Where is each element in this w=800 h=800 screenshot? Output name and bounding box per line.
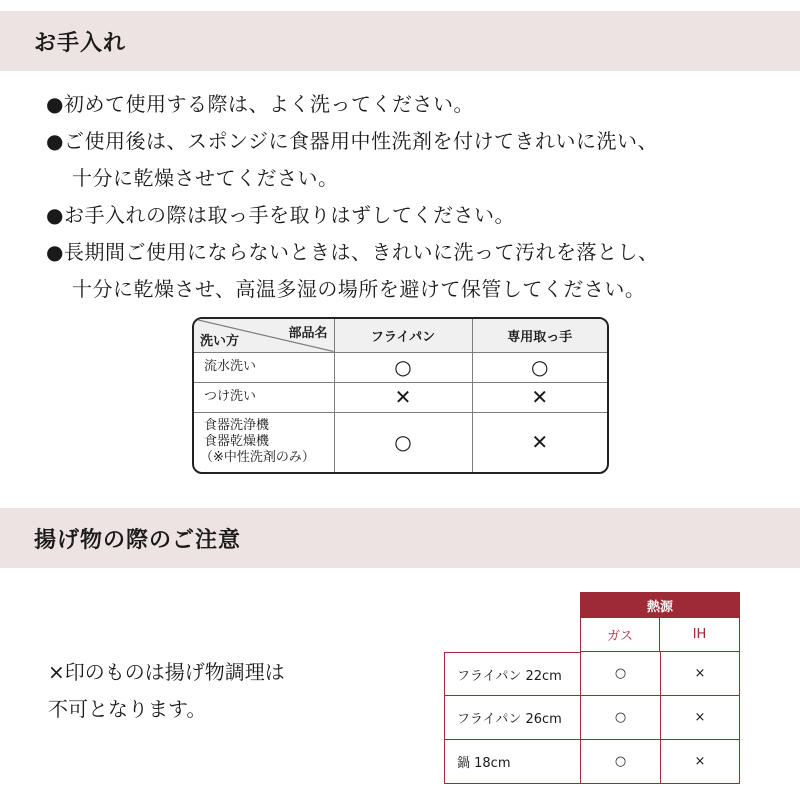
washing-method-table xyxy=(192,317,609,474)
care-line: ●長期間ご使用にならないときは、きれいに洗って汚れを落とし、 xyxy=(46,240,659,264)
corner-part-name: 部品名 xyxy=(288,326,328,341)
row-label: 流水洗い xyxy=(194,352,334,382)
mark-cell: ○ xyxy=(334,412,472,472)
corner-wash-method: 洗い方 xyxy=(200,333,240,349)
care-title: お手入れ xyxy=(34,30,127,56)
row-label: フライパン 26cm xyxy=(444,696,580,740)
care-line: 十分に乾燥させてください。 xyxy=(72,166,339,190)
frying-title: 揚げ物の際のご注意 xyxy=(34,527,242,553)
mark-cell: ✕ xyxy=(472,382,607,412)
row-label xyxy=(194,412,334,472)
frying-note xyxy=(48,654,285,728)
care-line: ●ご使用後は、スポンジに食器用中性洗剤を付けてきれいに洗い、 xyxy=(46,129,658,153)
mark-cell: ✕ xyxy=(334,382,472,412)
mark-cell: × xyxy=(660,740,740,784)
column-header-gas: ガス xyxy=(580,618,660,652)
row-label: フライパン 22cm xyxy=(444,652,580,696)
mark-cell: ✕ xyxy=(472,412,607,472)
care-line: 十分に乾燥させ、高温多湿の場所を避けて保管してください。 xyxy=(72,277,646,301)
mark-cell: × xyxy=(660,696,740,740)
mark-cell: ○ xyxy=(334,352,472,382)
row-label: 鍋 18cm xyxy=(444,740,580,784)
mark-cell: × xyxy=(660,652,740,696)
table-corner-cell xyxy=(194,319,334,352)
care-instructions xyxy=(46,86,786,308)
row-label-line: 食器乾燥機 xyxy=(204,434,270,450)
heat-source-header: 熱源 xyxy=(580,592,740,618)
heat-source-table xyxy=(444,592,740,784)
care-line: ●初めて使用する際は、よく洗ってください。 xyxy=(46,92,474,116)
row-label-line: 食器洗浄機 xyxy=(204,418,270,434)
care-section-header xyxy=(0,11,800,71)
column-header: フライパン xyxy=(334,319,472,352)
table-row xyxy=(194,352,607,382)
care-line: ●お手入れの際は取っ手を取りはずしてください。 xyxy=(46,203,515,227)
frying-note-line: 不可となります。 xyxy=(48,697,207,721)
row-label-line: （※中性洗剤のみ） xyxy=(200,450,315,466)
table-row xyxy=(194,382,607,412)
row-label: つけ洗い xyxy=(194,382,334,412)
mark-cell: ○ xyxy=(580,652,660,696)
frying-note-line: ×印のものは揚げ物調理は xyxy=(48,660,285,684)
frying-section-header xyxy=(0,508,800,568)
mark-cell: ○ xyxy=(472,352,607,382)
mark-cell: ○ xyxy=(580,740,660,784)
table-row xyxy=(194,412,607,472)
mark-cell: ○ xyxy=(580,696,660,740)
column-header: 専用取っ手 xyxy=(472,319,607,352)
column-header-ih: IH xyxy=(660,618,740,652)
